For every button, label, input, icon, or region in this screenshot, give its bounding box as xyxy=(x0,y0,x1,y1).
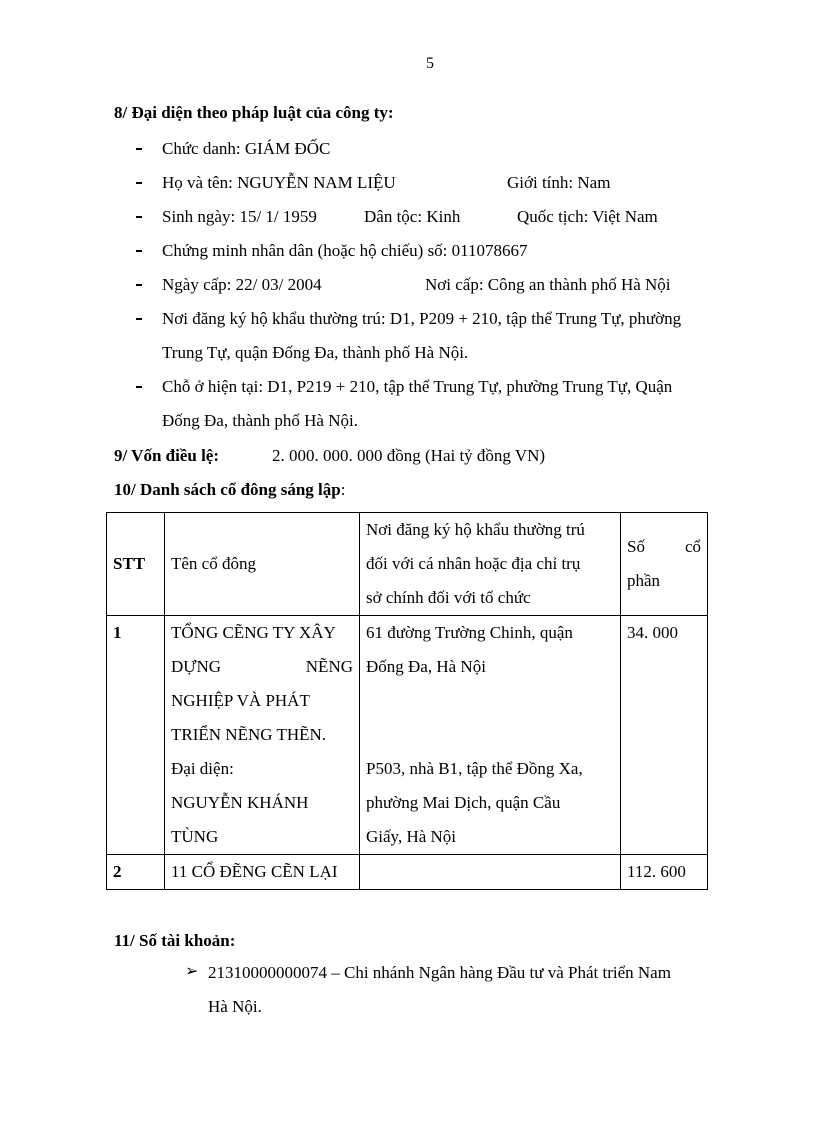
row-name-line: NGHIỆP VÀ PHÁT xyxy=(171,691,310,710)
row-shares: 34. 000 xyxy=(621,616,708,855)
account-line-1: 21310000000074 – Chi nhánh Ngân hàng Đầu tư và Phát triển Nam xyxy=(208,963,671,982)
table-row xyxy=(107,855,708,890)
header-address xyxy=(360,513,621,616)
bullet-dash xyxy=(136,318,142,320)
row-name-line: Đại diện: xyxy=(171,759,234,778)
header-shares-word: Số xyxy=(627,537,645,556)
section-10-heading-text: 10/ Danh sách cổ đông sáng lập xyxy=(114,480,341,499)
row-name-line: TỔNG CẼNG TY XÂY xyxy=(171,623,336,642)
ethnicity-text: Dân tộc: Kinh xyxy=(364,207,461,226)
bullet-dash xyxy=(136,284,142,286)
section-10-heading xyxy=(114,481,345,498)
residence-line-2: Trung Tự, quận Đống Đa, thành phố Hà Nội. xyxy=(162,343,469,362)
section-11-heading: 11/ Số tài khoản: xyxy=(114,931,236,950)
row-name xyxy=(165,616,360,855)
row-address-line xyxy=(366,718,614,752)
current-address-line-1: Chỗ ở hiện tại: D1, P219 + 210, tập thể Trung Tự, phường Trung Tự, Quận xyxy=(162,377,673,396)
gender-text: Giới tính: Nam xyxy=(507,173,611,192)
row-address-line: phường Mai Dịch, quận Cầu xyxy=(366,793,561,812)
section-9-heading: 9/ Vốn điều lệ: xyxy=(114,446,220,465)
bullet-dash xyxy=(136,250,142,252)
account-line-2: Hà Nội. xyxy=(208,997,262,1016)
table-header-row xyxy=(107,513,708,616)
header-shares-line-1 xyxy=(627,530,701,564)
header-shares xyxy=(621,513,708,616)
row-address-line: Đống Đa, Hà Nội xyxy=(366,657,486,676)
residence-line-1: Nơi đăng ký hộ khẩu thường trú: D1, P209 + 210, tập thể Trung Tự, phường xyxy=(162,309,682,328)
issue-date-text: Ngày cấp: 22/ 03/ 2004 xyxy=(162,275,322,294)
row-address xyxy=(360,855,621,890)
header-address-line: Nơi đăng ký hộ khẩu thường trú xyxy=(366,520,585,539)
name-text: Họ và tên: NGUYỄN NAM LIỆU xyxy=(162,173,396,192)
birth-text: Sinh ngày: 15/ 1/ 1959 xyxy=(162,207,317,226)
row-name-line xyxy=(171,650,353,684)
bullet-dash xyxy=(136,148,142,150)
table-row xyxy=(107,616,708,855)
header-shares-word: cổ xyxy=(684,537,701,556)
section-10-colon: : xyxy=(340,480,346,499)
section-8-heading: 8/ Đại diện theo pháp luật của công ty: xyxy=(114,103,394,122)
row-name-line: TRIỂN NẼNG THẼN. xyxy=(171,725,327,744)
header-address-line: đối với cá nhân hoặc địa chỉ trụ xyxy=(366,554,581,573)
row-stt: 2 xyxy=(107,855,165,890)
arrow-bullet-icon: ➢ xyxy=(185,963,199,980)
shareholders-table xyxy=(106,512,708,890)
row-address-line: P503, nhà B1, tập thể Đồng Xa, xyxy=(366,759,583,778)
header-stt: STT xyxy=(107,513,165,616)
issue-place-text: Nơi cấp: Công an thành phố Hà Nội xyxy=(425,275,671,294)
bullet-dash xyxy=(136,386,142,388)
row-name-word: DỰNG xyxy=(171,657,222,676)
row-address-line: 61 đường Trường Chinh, quận xyxy=(366,623,573,642)
row-name-line: TÙNG xyxy=(171,827,219,846)
row-name-line: NGUYỄN KHÁNH xyxy=(171,793,309,812)
header-address-line: sở chính đối với tổ chức xyxy=(366,588,531,607)
header-name: Tên cổ đông xyxy=(165,513,360,616)
row-address-line: Giấy, Hà Nội xyxy=(366,827,457,846)
nationality-text: Quốc tịch: Việt Nam xyxy=(517,207,658,226)
id-card-text: Chứng minh nhân dân (hoặc hộ chiếu) số: 011078667 xyxy=(162,241,528,260)
bullet-dash xyxy=(136,182,142,184)
row-address-line xyxy=(366,684,614,718)
row-shares: 112. 600 xyxy=(621,855,708,890)
row-address xyxy=(360,616,621,855)
row-name-word: NẼNG xyxy=(305,657,353,676)
row-name: 11 CỔ ĐẼNG CẼN LẠI xyxy=(165,855,360,890)
bullet-dash xyxy=(136,216,142,218)
charter-capital-value: 2. 000. 000. 000 đồng (Hai tỷ đồng VN) xyxy=(272,446,546,465)
current-address-line-2: Đống Đa, thành phố Hà Nội. xyxy=(162,411,358,430)
header-shares-line-2: phần xyxy=(627,571,661,590)
position-text: Chức danh: GIÁM ĐỐC xyxy=(162,139,331,158)
row-stt: 1 xyxy=(107,616,165,855)
page-number: 5 xyxy=(426,55,434,72)
